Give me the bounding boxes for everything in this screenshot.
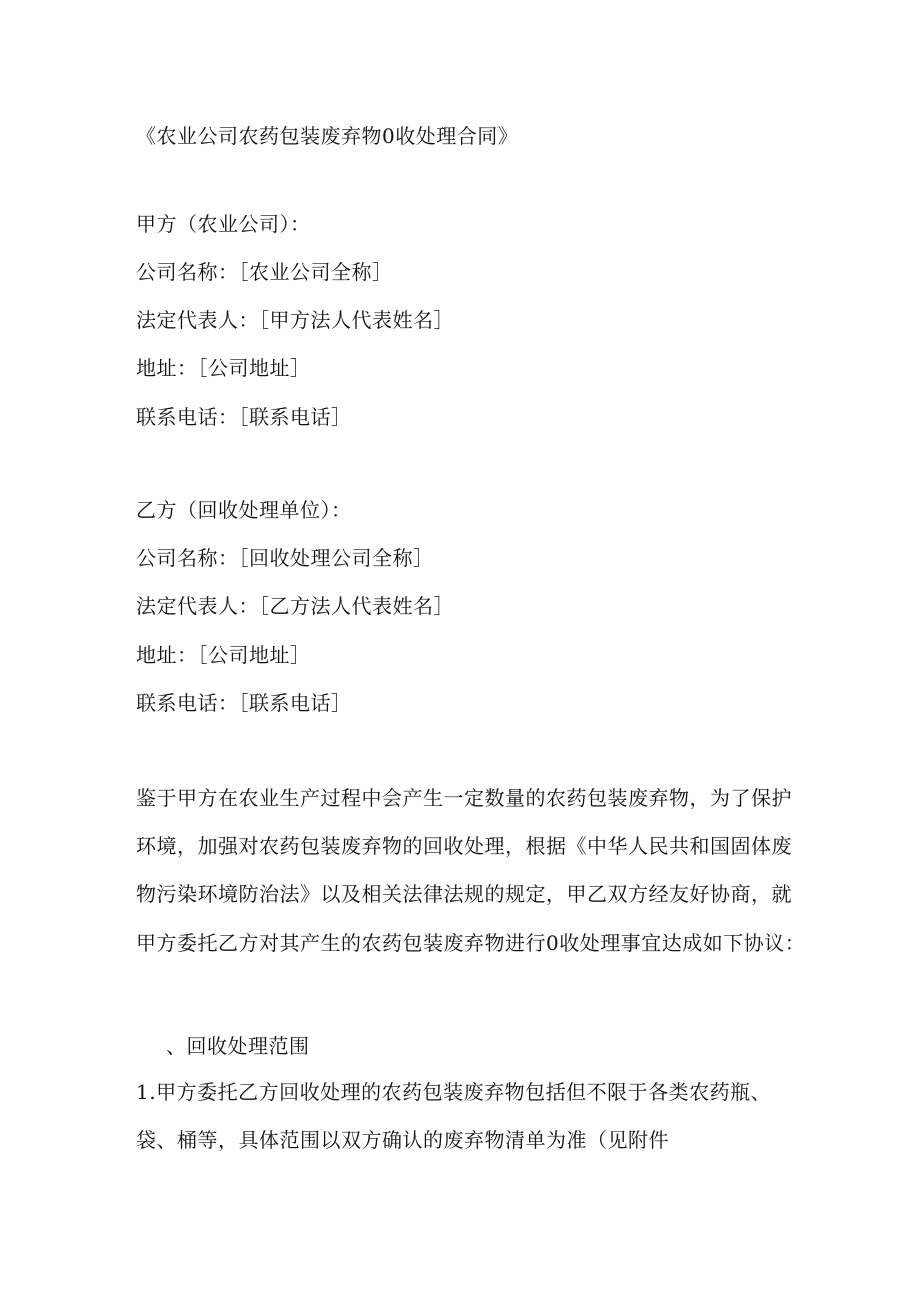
section-1-item-line: 袋、桶等，具体范围以双方确认的废弃物清单为准（见附件 [136,1128,669,1152]
party-b-company-name: 公司名称：［回收处理公司全称］ [136,546,434,570]
party-a-address: 地址：［公司地址］ [136,356,311,380]
party-a-legal-rep: 法定代表人：［甲方法人代表姓名］ [136,308,454,332]
document-title: 《农业公司农药包装废弃物0收处理合同》 [136,124,519,148]
party-b-legal-rep: 法定代表人：［乙方法人代表姓名］ [136,594,454,618]
party-a-company-name: 公司名称：［农业公司全称］ [136,260,393,284]
party-a-phone: 联系电话：［联系电话］ [136,405,352,429]
section-1-item-line: 1.甲方委托乙方回收处理的农药包装废弃物包括但不限于各类农药瓶、 [136,1080,772,1104]
preamble-line: 环境，加强对农药包装废弃物的回收处理，根据《中华人民共和国固体废 [136,834,792,858]
section-1-heading: 、回收处理范围 [166,1034,310,1058]
party-b-heading: 乙方（回收处理单位）： [136,498,352,522]
party-b-address: 地址：［公司地址］ [136,643,311,667]
preamble-line: 甲方委托乙方对其产生的农药包装废弃物进行0收处理事宜达成如下协议： [136,931,806,955]
preamble-line: 物污染环境防治法》以及相关法律法规的规定，甲乙双方经友好协商，就 [136,882,792,906]
party-a-heading: 甲方（农业公司）： [136,212,311,236]
preamble-line: 鉴于甲方在农业生产过程中会产生一定数量的农药包装废弃物，为了保护 [136,786,792,810]
party-b-phone: 联系电话：［联系电话］ [136,691,352,715]
